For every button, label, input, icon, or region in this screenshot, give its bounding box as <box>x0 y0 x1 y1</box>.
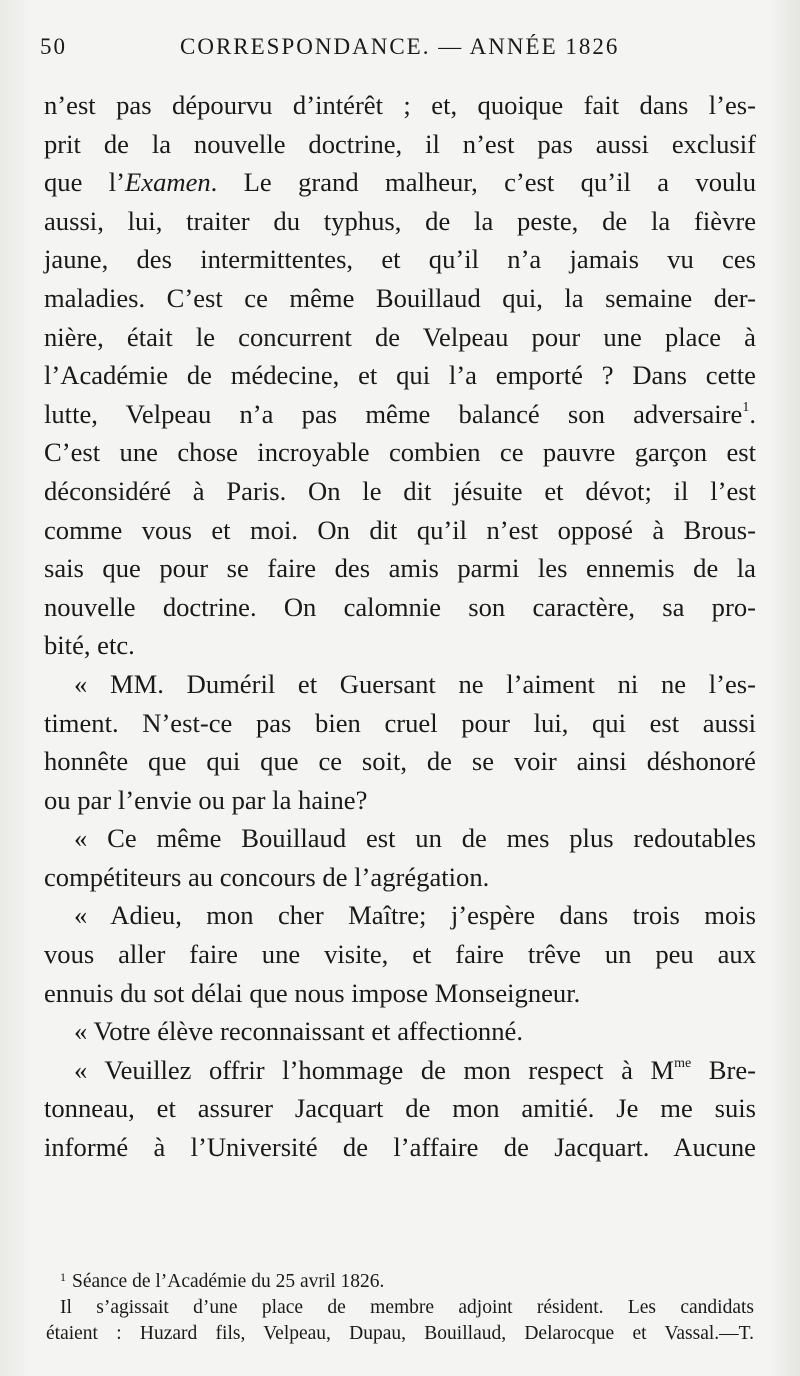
footnote-line: Il s’agissait d’une place de membre adjoint résident. Les candidats <box>60 1297 754 1318</box>
text-line: ou par l’envie ou par la haine? <box>44 784 368 815</box>
text-line: bité, etc. <box>44 630 135 661</box>
text-line: ennuis du sot délai que nous impose Monseigneur. <box>44 977 581 1008</box>
text-line <box>44 1051 756 1090</box>
text-line: sais que pour se faire des amis parmi les ennemis de la <box>44 553 756 584</box>
text-line: « MM. Duméril et Guersant ne l’aiment ni ne l’es- <box>74 668 756 699</box>
text-line: compétiteurs au concours de l’agrégation. <box>44 861 490 892</box>
text-line: timent. N’est-ce pas bien cruel pour lui, qui est aussi <box>44 707 756 738</box>
text-line <box>44 163 756 202</box>
text-fragment: Bre- <box>691 1054 756 1085</box>
footnote-line: étaient : Huzard fils, Velpeau, Dupau, Bouillaud, Delarocque et Vassal.—T. <box>46 1323 754 1344</box>
running-head <box>40 34 740 70</box>
footnotes <box>46 1264 754 1347</box>
text-line: déconsidéré à Paris. On le dit jésuite et dévot; il l’est <box>44 475 756 506</box>
text-line: maladies. C’est ce même Bouillaud qui, la semaine der- <box>44 282 756 313</box>
text-line: l’Académie de médecine, et qui l’a emporté ? Dans cette <box>44 360 756 391</box>
text-line: jaune, des intermittentes, et qu’il n’a jamais vu ces <box>44 244 756 275</box>
text-line: aussi, lui, traiter du typhus, de la peste, de la fièvre <box>44 205 756 236</box>
superscript-me: me <box>674 1055 692 1071</box>
text-line: tonneau, et assurer Jacquart de mon amitié. Je me suis <box>44 1093 756 1124</box>
text-line: nière, était le concurrent de Velpeau pour une place à <box>44 321 756 352</box>
text-line: vous aller faire une visite, et faire trêve un peu aux <box>44 939 756 970</box>
text-fragment: . Le grand malheur, c’est qu’il a voulu <box>210 167 756 198</box>
text-fragment: lutte, Velpeau n’a pas même balancé son adversaire <box>44 398 743 429</box>
text-fragment: Séance de l’Académie du 25 avril 1826. <box>72 1271 385 1292</box>
text-line: « Ce même Bouillaud est un de mes plus redoutables <box>74 823 756 854</box>
text-line <box>44 395 756 434</box>
text-line: n’est pas dépourvu d’intérêt ; et, quoique fait dans l’es- <box>44 90 756 120</box>
page-number: 50 <box>40 34 67 59</box>
text-fragment: que l’ <box>44 167 126 198</box>
text-fragment: . <box>749 398 756 429</box>
text-line: informé à l’Université de l’affaire de Jacquart. Aucune <box>44 1132 756 1163</box>
text-line: honnête que qui que ce soit, de se voir ainsi déshonoré <box>44 746 756 777</box>
text-line: « Adieu, mon cher Maître; j’espère dans trois mois <box>74 900 756 931</box>
text-line: « Votre élève reconnaissant et affectionné. <box>74 1016 523 1047</box>
text-line: prit de la nouvelle doctrine, il n’est pas aussi exclusif <box>44 128 756 159</box>
emphasis-examen: Examen <box>125 167 211 198</box>
footnote-mark: 1 <box>60 1270 66 1284</box>
text-fragment: « Veuillez offrir l’hommage de mon respect à M <box>74 1054 675 1085</box>
running-title: CORRESPONDANCE. — ANNÉE 1826 <box>180 34 620 59</box>
footnote-reference: 1 <box>742 399 750 415</box>
footnote-line <box>46 1264 754 1295</box>
body-text <box>44 86 756 1167</box>
text-line: C’est une chose incroyable combien ce pauvre garçon est <box>44 437 756 468</box>
text-line: comme vous et moi. On dit qu’il n’est opposé à Brous- <box>44 514 756 545</box>
text-line: nouvelle doctrine. On calomnie son caractère, sa pro- <box>44 591 756 622</box>
